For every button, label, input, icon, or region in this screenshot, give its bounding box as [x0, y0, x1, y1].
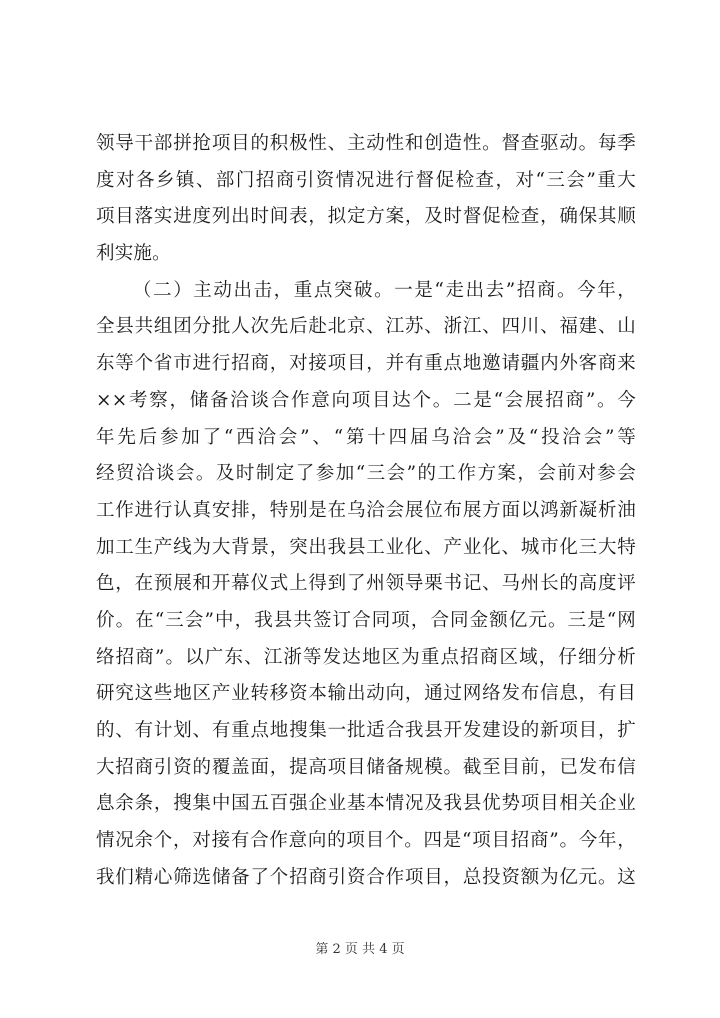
text-line: 度对各乡镇、部门招商引资情况进行督促检查，对“三会”重大: [96, 169, 636, 191]
text-line: 经贸洽谈会。及时制定了参加“三会”的工作方案，会前对参会: [96, 463, 636, 485]
text-line: 加工生产线为大背景，突出我县工业化、产业化、城市化三大特: [96, 536, 636, 558]
text-line: 络招商”。以广东、江浙等发达地区为重点招商区域，仔细分析: [96, 646, 636, 668]
text-line: 价。在“三会”中，我县共签订合同项，合同金额亿元。三是“网: [96, 609, 636, 631]
text-line: 项目落实进度列出时间表，拟定方案，及时督促检查，确保其顺: [96, 206, 636, 228]
page-number-footer: 第 2 页 共 4 页: [315, 942, 405, 957]
text-line: 息余条，搜集中国五百强企业基本情况及我县优势项目相关企业: [96, 793, 636, 815]
text-line: 东等个省市进行招商，对接项目，并有重点地邀请疆内外客商来: [96, 353, 636, 375]
text-line: 色，在预展和开幕仪式上得到了州领导栗书记、马州长的高度评: [96, 573, 636, 595]
text-line: 大招商引资的覆盖面，提高项目储备规模。截至目前，已发布信: [96, 756, 636, 778]
text-line: 工作进行认真安排，特别是在乌洽会展位布展方面以鸿新凝析油: [96, 499, 636, 521]
text-line: 利实施。: [96, 243, 171, 265]
text-line: 全县共组团分批人次先后赴北京、江苏、浙江、四川、福建、山: [96, 316, 636, 338]
text-line: 我们精心筛选储备了个招商引资合作项目，总投资额为亿元。这: [96, 866, 636, 888]
text-line: 年先后参加了“西洽会”、“第十四届乌洽会”及“投洽会”等: [96, 426, 636, 448]
body-text: [96, 126, 636, 896]
text-line: 研究这些地区产业转移资本输出动向，通过网络发布信息，有目: [96, 683, 636, 705]
text-line: 的、有计划、有重点地搜集一批适合我县开发建设的新项目，扩: [96, 720, 636, 741]
text-line: 情况余个，对接有合作意向的项目个。四是“项目招商”。今年，: [96, 830, 636, 852]
text-line: 领导干部拼抢项目的积极性、主动性和创造性。督查驱动。每季: [96, 133, 636, 154]
text-line: ××考察，储备洽谈合作意向项目达个。二是“会展招商”。今: [96, 389, 636, 411]
text-line: （二）主动出击，重点突破。一是“走出去”招商。今年，: [133, 279, 636, 301]
